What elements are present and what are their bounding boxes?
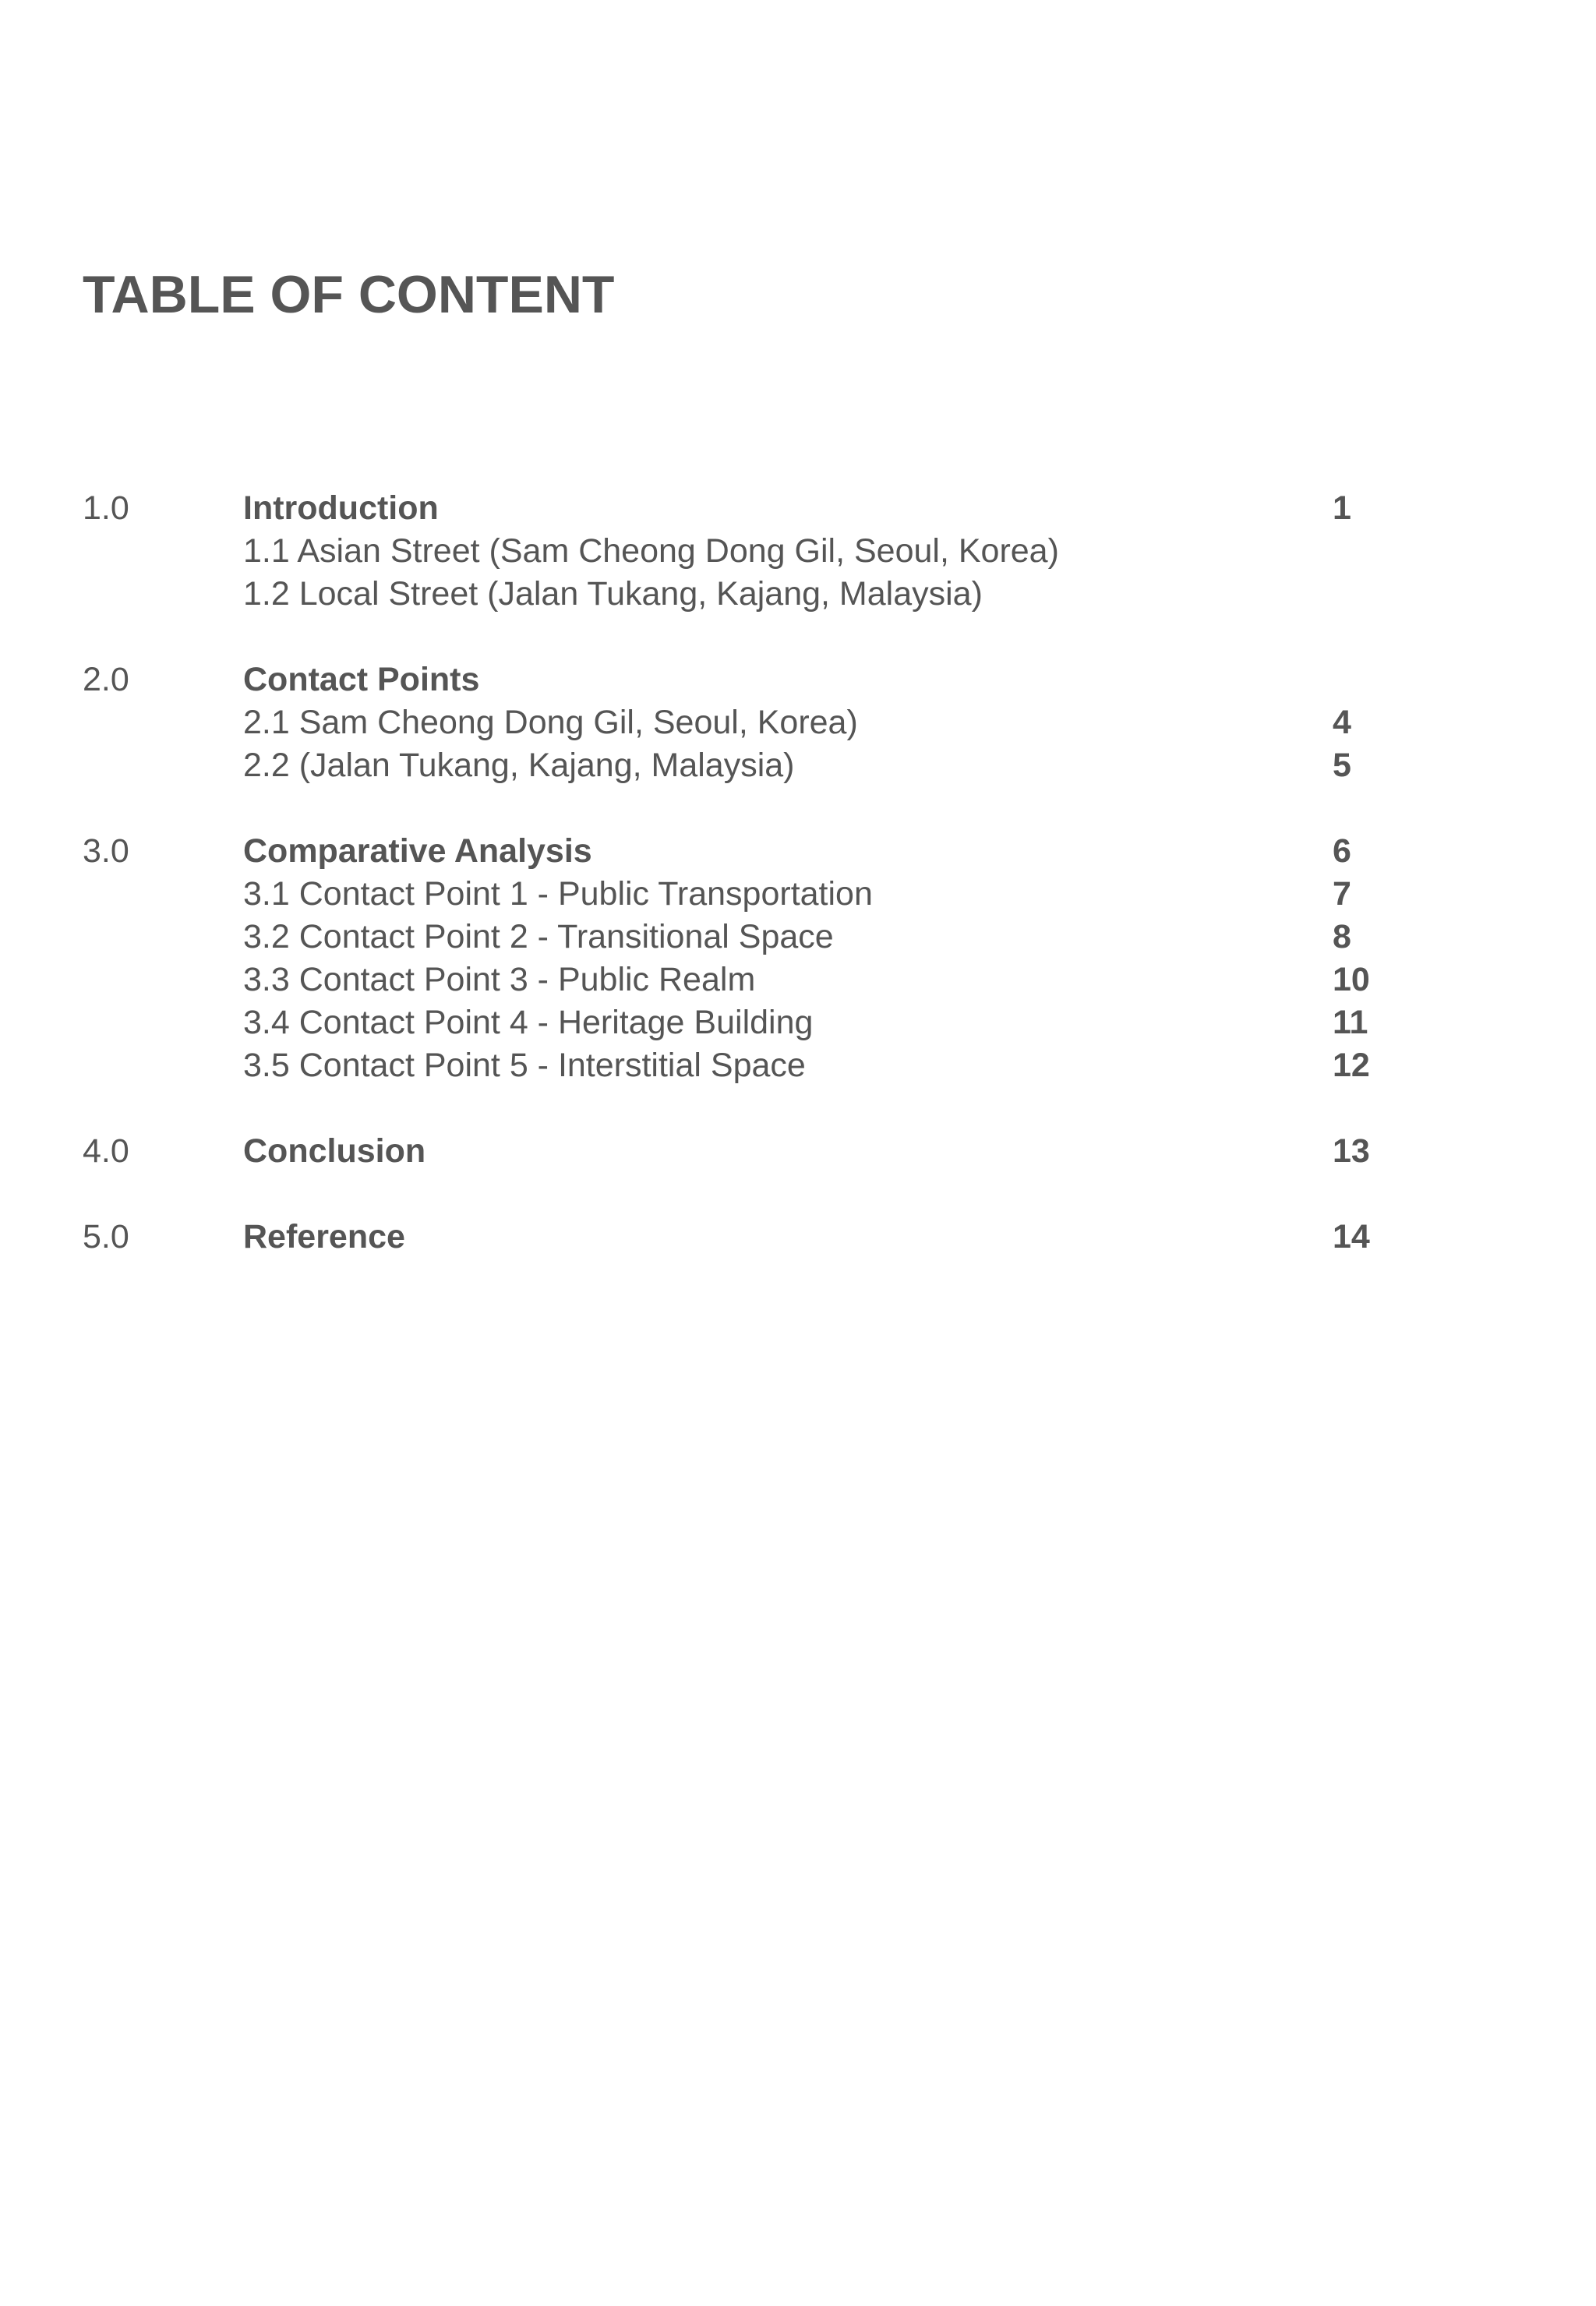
page-number: 7	[1333, 875, 1351, 913]
toc-subentry	[83, 530, 1454, 573]
toc-subentry	[83, 1001, 1454, 1044]
section-number: 4.0	[83, 1132, 129, 1170]
toc-entry	[83, 1216, 1454, 1259]
subentry-label: 1.2 Local Street (Jalan Tukang, Kajang, Malaysia)	[243, 575, 983, 613]
subentry-label: 2.1 Sam Cheong Dong Gil, Seoul, Korea)	[243, 704, 858, 741]
section-heading: Reference	[243, 1218, 405, 1255]
subentry-label: 3.2 Contact Point 2 - Transitional Space	[243, 918, 834, 955]
page-title: TABLE OF CONTENT	[83, 265, 615, 324]
toc-subentry	[83, 1044, 1454, 1087]
subentry-label: 3.3 Contact Point 3 - Public Realm	[243, 961, 756, 998]
page-number: 14	[1333, 1218, 1370, 1255]
toc-subentry	[83, 573, 1454, 616]
table-of-contents	[83, 487, 1454, 1301]
toc-subentry	[83, 873, 1454, 916]
toc-entry	[83, 659, 1454, 701]
section-number: 3.0	[83, 832, 129, 870]
page-number: 6	[1333, 832, 1351, 870]
page-number: 4	[1333, 704, 1351, 741]
section-heading: Conclusion	[243, 1132, 426, 1170]
toc-subentry	[83, 744, 1454, 787]
page-number: 10	[1333, 961, 1370, 998]
toc-section-3	[83, 830, 1454, 1087]
section-number: 5.0	[83, 1218, 129, 1255]
toc-subentry	[83, 701, 1454, 744]
toc-subentry	[83, 916, 1454, 959]
page-number: 1	[1333, 489, 1351, 527]
page-number: 11	[1333, 1004, 1368, 1041]
toc-subentry	[83, 959, 1454, 1001]
page-number: 5	[1333, 747, 1351, 784]
subentry-label: 3.5 Contact Point 5 - Interstitial Space	[243, 1047, 806, 1084]
toc-entry	[83, 830, 1454, 873]
subentry-label: 3.1 Contact Point 1 - Public Transportation	[243, 875, 873, 913]
toc-section-2	[83, 659, 1454, 787]
subentry-label: 2.2 (Jalan Tukang, Kajang, Malaysia)	[243, 747, 795, 784]
page-number: 8	[1333, 918, 1351, 955]
section-heading: Comparative Analysis	[243, 832, 592, 870]
page-number: 13	[1333, 1132, 1370, 1170]
subentry-label: 3.4 Contact Point 4 - Heritage Building	[243, 1004, 814, 1041]
section-number: 2.0	[83, 661, 129, 698]
subentry-label: 1.1 Asian Street (Sam Cheong Dong Gil, Seoul, Korea)	[243, 532, 1059, 570]
page-number: 12	[1333, 1047, 1370, 1084]
section-heading: Introduction	[243, 489, 439, 527]
section-heading: Contact Points	[243, 661, 480, 698]
section-number: 1.0	[83, 489, 129, 527]
toc-section-4	[83, 1130, 1454, 1173]
toc-section-1	[83, 487, 1454, 616]
toc-section-5	[83, 1216, 1454, 1259]
toc-entry	[83, 487, 1454, 530]
toc-entry	[83, 1130, 1454, 1173]
